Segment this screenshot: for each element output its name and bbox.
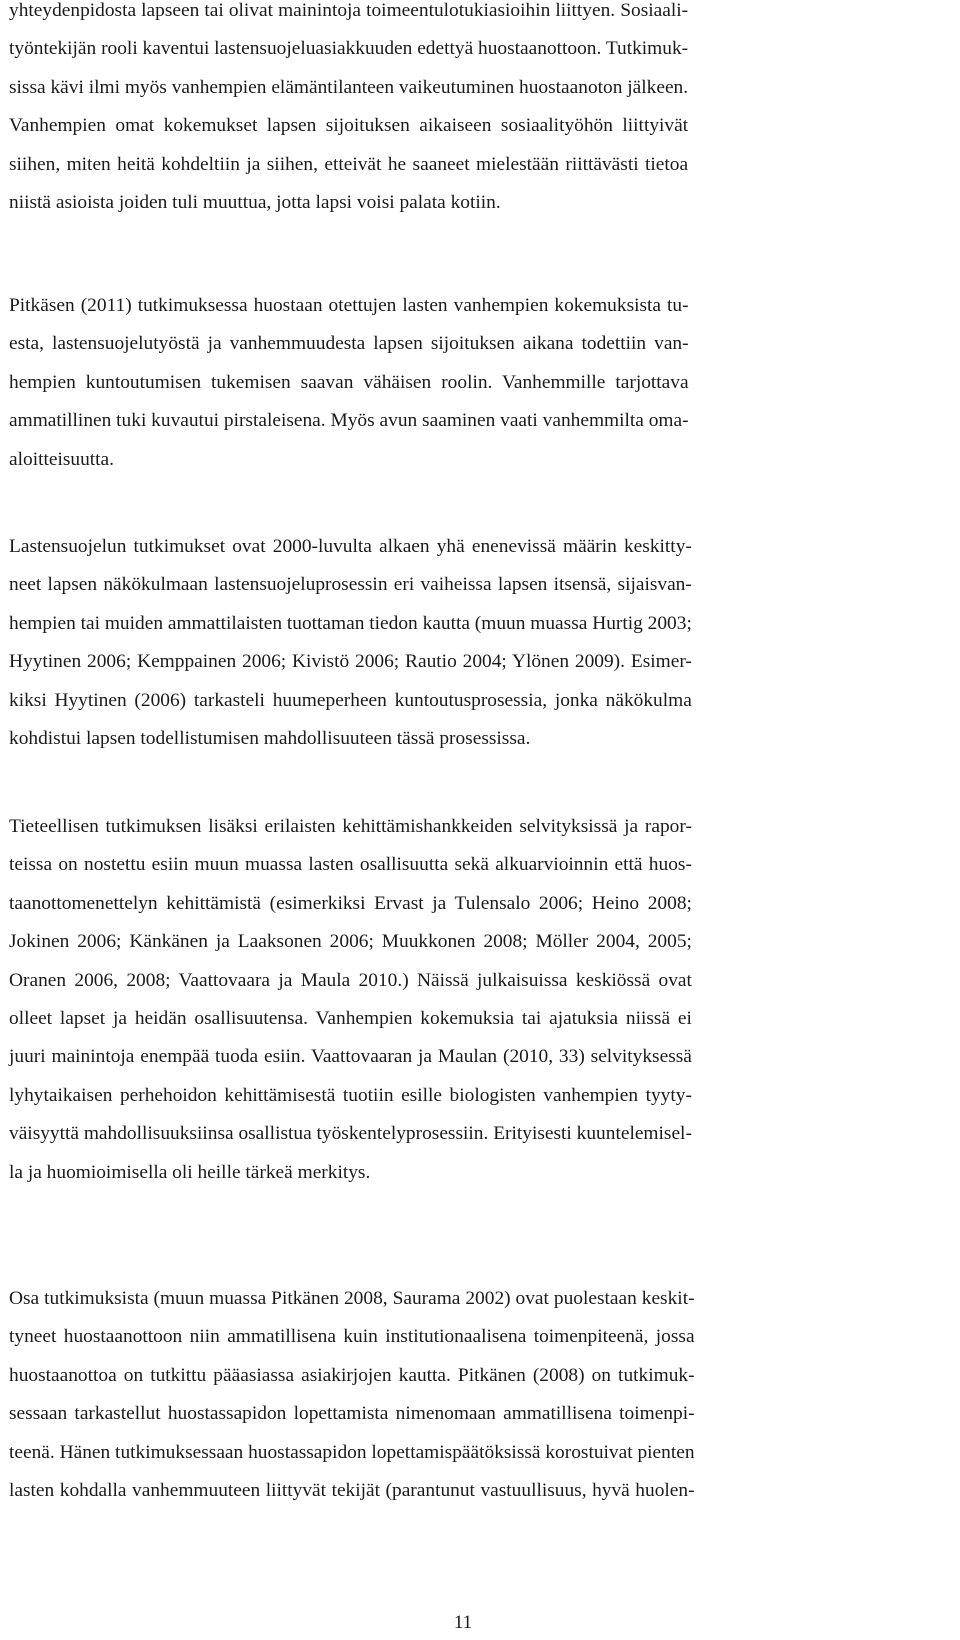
text-line: Hyytinen 2006; Kemppainen 2006; Kivistö 2006; Rautio 2004; Ylönen 2009). Esimer- xyxy=(9,651,692,673)
text-line: Vanhempien omat kokemukset lapsen sijoituksen aikaiseen sosiaalityöhön liittyivät xyxy=(9,115,689,137)
text-line: Tieteellisen tutkimuksen lisäksi erilaisten kehittämishankkeiden selvityksissä ja rapor- xyxy=(9,816,692,837)
text-line: Osa tutkimuksista (muun muassa Pitkänen 2008, Saurama 2002) ovat puolestaan keskit- xyxy=(9,1288,695,1309)
text-line: siihen, miten heitä kohdeltiin ja siihen, etteivät he saaneet mielestään riittävästi tietoa xyxy=(9,153,689,175)
text-line: Oranen 2006, 2008; Vaattovaara ja Maula 2010.) Näissä julkaisuissa keskiössä ovat xyxy=(9,969,692,991)
text-line: teissa on nostettu esiin muun muassa lasten osallisuutta sekä alkuarvioinnin että huos- xyxy=(9,854,692,876)
text-line: Jokinen 2006; Känkänen ja Laaksonen 2006; Muukkonen 2008; Möller 2004, 2005; xyxy=(9,931,692,953)
text-line: teenä. Hänen tutkimuksessaan huostassapidon lopettamispäätöksissä korostuivat pienten xyxy=(9,1441,695,1463)
text-line: la ja huomioimisella oli heille tärkeä merkitys. xyxy=(9,1161,371,1183)
text-line: niistä asioista joiden tuli muuttua, jotta lapsi voisi palata kotiin. xyxy=(9,192,501,214)
text-line: lasten kohdalla vanhemmuuteen liittyvät tekijät (parantunut vastuullisuus, hyvä huolen- xyxy=(9,1480,695,1502)
text-line: esta, lastensuojelutyöstä ja vanhemmuudesta lapsen sijoituksen aikana todettiin van- xyxy=(9,333,689,355)
paragraph-2 xyxy=(9,287,689,479)
text-line: yhteydenpidosta lapseen tai olivat mainintoja toimeentulotukiasioihin liittyen. Sosiaali- xyxy=(9,0,689,21)
text-line: huostaanottoa on tutkittu pääasiassa asiakirjojen kautta. Pitkänen (2008) on tutkimuk- xyxy=(9,1364,695,1386)
text-line: olleet lapset ja heidän osallisuutensa. Vanhempien kokemuksia tai ajatuksia niissä ei xyxy=(9,1008,692,1030)
text-line: työntekijän rooli kaventui lastensuojeluasiakkuuden edettyä huostaanottoon. Tutkimuk- xyxy=(9,38,689,60)
text-line: Pitkäsen (2011) tutkimuksessa huostaan otettujen lasten vanhempien kokemuksista tu- xyxy=(9,295,689,316)
text-line: tyneet huostaanottoon niin ammatillisena kuin institutionaalisena toimenpiteenä, jossa xyxy=(9,1326,695,1348)
text-line: väisyyttä mahdollisuuksiinsa osallistua työskentelyprosessiin. Erityisesti kuuntelemisel- xyxy=(9,1123,692,1145)
text-line: sessaan tarkastellut huostassapidon lopettamista nimenomaan ammatillisena toimenpi- xyxy=(9,1403,695,1425)
text-line: taanottomenettelyn kehittämistä (esimerkiksi Ervast ja Tulensalo 2006; Heino 2008; xyxy=(9,892,692,914)
text-line: kiksi Hyytinen (2006) tarkasteli huumeperheen kuntoutusprosessia, jonka näkökulma xyxy=(9,689,692,711)
text-line: neet lapsen näkökulmaan lastensuojeluprosessin eri vaiheissa lapsen itsensä, sijaisvan- xyxy=(9,574,692,596)
text-line: hempien kuntoutumisen tukemisen saavan vähäisen roolin. Vanhemmille tarjottava xyxy=(9,371,689,393)
text-line: hempien tai muiden ammattilaisten tuottaman tiedon kautta (muun muassa Hurtig 2003; xyxy=(9,612,692,634)
paragraph-4 xyxy=(9,808,692,1192)
text-line: aloitteisuutta. xyxy=(9,448,115,470)
paragraph-5 xyxy=(9,1280,695,1510)
text-line: kohdistui lapsen todellistumisen mahdollisuuteen tässä prosessissa. xyxy=(9,728,531,750)
paragraph-3 xyxy=(9,528,692,758)
text-line: juuri mainintoja enempää tuoda esiin. Vaattovaaran ja Maulan (2010, 33) selvityksessä xyxy=(9,1046,692,1068)
text-line: lyhytaikaisen perhehoidon kehittämisestä tuotiin esille biologisten vanhempien tyyty- xyxy=(9,1084,692,1106)
text-line: Lastensuojelun tutkimukset ovat 2000-luvulta alkaen yhä enenevissä määrin keskitty- xyxy=(9,536,692,557)
text-line: ammatillinen tuki kuvautui pirstaleisena. Myös avun saaminen vaati vanhemmilta oma- xyxy=(9,410,689,432)
paragraph-1 xyxy=(9,0,688,222)
page-number: 11 xyxy=(453,1612,473,1633)
text-line: sissa kävi ilmi myös vanhempien elämäntilanteen vaikeutuminen huostaanoton jälkeen. xyxy=(9,76,689,98)
